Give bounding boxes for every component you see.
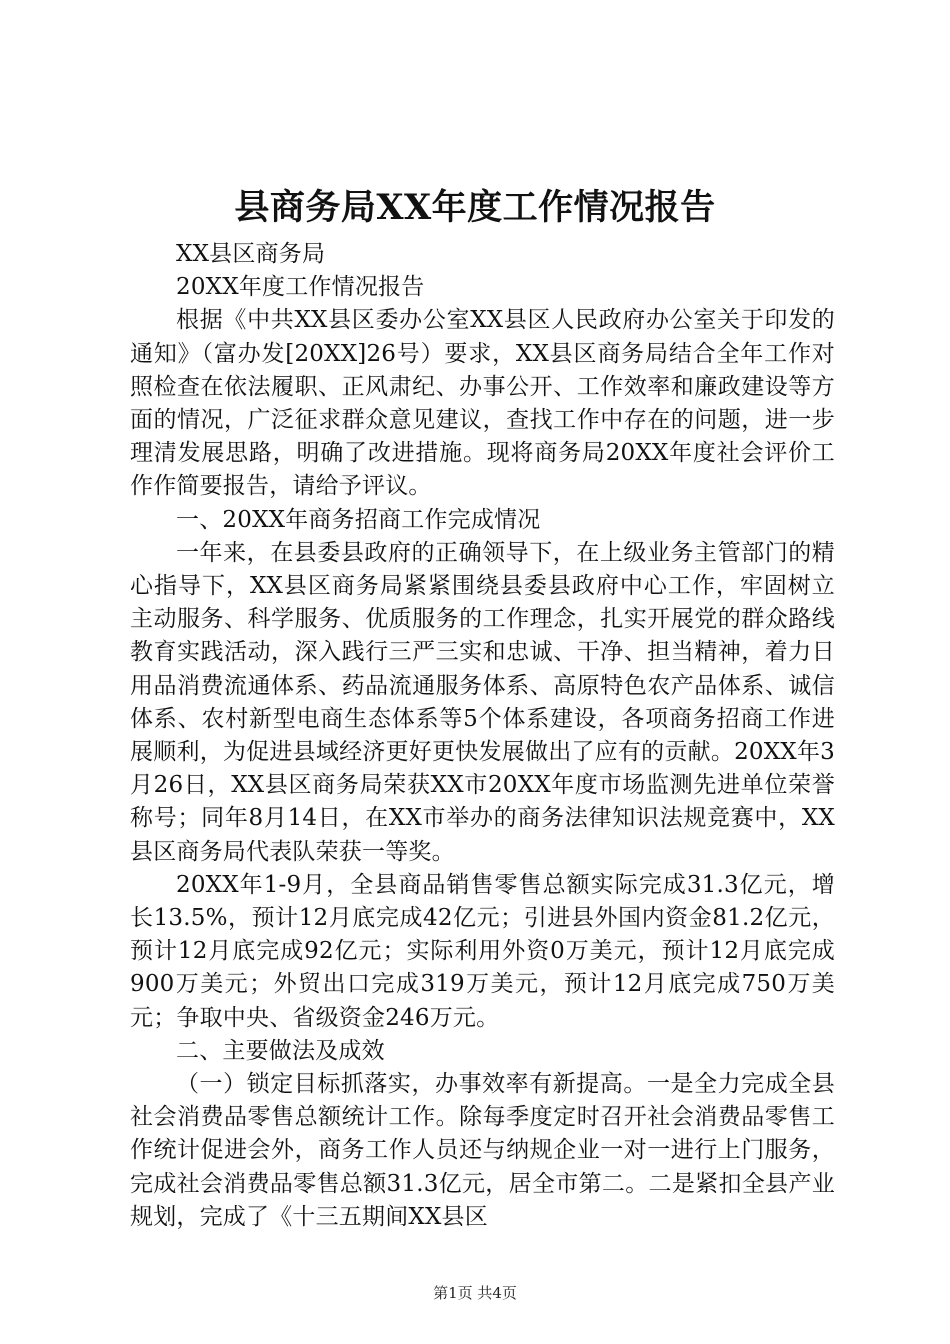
paragraph-report-subtitle: 20XX年度工作情况报告 [176, 274, 425, 301]
section-heading-2: 二、主要做法及成效 [176, 1037, 385, 1064]
paragraph-org-name: XX县区商务局 [176, 241, 326, 267]
section-heading-1: 一、20XX年商务招商工作完成情况 [176, 506, 541, 533]
document-body [130, 238, 835, 1234]
paragraph-measure-1: （一）锁定目标抓落实，办事效率有新提高。一是全力完成全县社会消费品零售总额统计工作。除每季度定时召开社会消费品零售工作统计促进会外，商务工作人员还与纳规企业一对一进行上门服务，完成社会消费品零售总额31.3亿元，居全市第二。二是紧扣全县产业规划，完成了《十三五期间XX县区 [130, 1071, 835, 1230]
paragraph-statistics: 20XX年1-9月，全县商品销售零售总额实际完成31.3亿元，增长13.5%，预计12月底完成42亿元；引进县外国内资金81.2亿元，预计12月底完成92亿元；实际利用外资0万美元，预计12月底完成900万美元；外贸出口完成319万美元，预计12月底完成750万美元；争取中央、省级资金246万元。 [130, 871, 835, 1031]
paragraph-intro: 根据《中共XX县区委办公室XX县区人民政府办公室关于印发的通知》（富办发[20XX]26号）要求，XX县区商务局结合全年工作对照检查在依法履职、正风肃纪、办事公开、工作效率和廉政建设等方面的情况，广泛征求群众意见建议，查找工作中存在的问题，进一步理清发展思路，明确了改进措施。现将商务局20XX年度社会评价工作作简要报告，请给予评议。 [130, 307, 835, 500]
page-number-footer: 第1页 共4页 [433, 1284, 517, 1302]
document-title: 县商务局XX年度工作情况报告 [234, 187, 716, 228]
paragraph-overview: 一年来，在县委县政府的正确领导下，在上级业务主管部门的精心指导下，XX县区商务局紧紧围绕县委县政府中心工作，牢固树立主动服务、科学服务、优质服务的工作理念，扎实开展党的群众路线教育实践活动，深入践行三严三实和忠诚、干净、担当精神，着力日用品消费流通体系、药品流通服务体系、高原特色农产品体系、诚信体系、农村新型电商生态体系等5个体系建设，各项商务招商工作进展顺利，为促进县域经济更好更快发展做出了应有的贡献。20XX年3月26日，XX县区商务局荣获XX市20XX年度市场监测先进单位荣誉称号；同年8月14日，在XX市举办的商务法律知识法规竞赛中，XX县区商务局代表队荣获一等奖。 [130, 539, 835, 865]
